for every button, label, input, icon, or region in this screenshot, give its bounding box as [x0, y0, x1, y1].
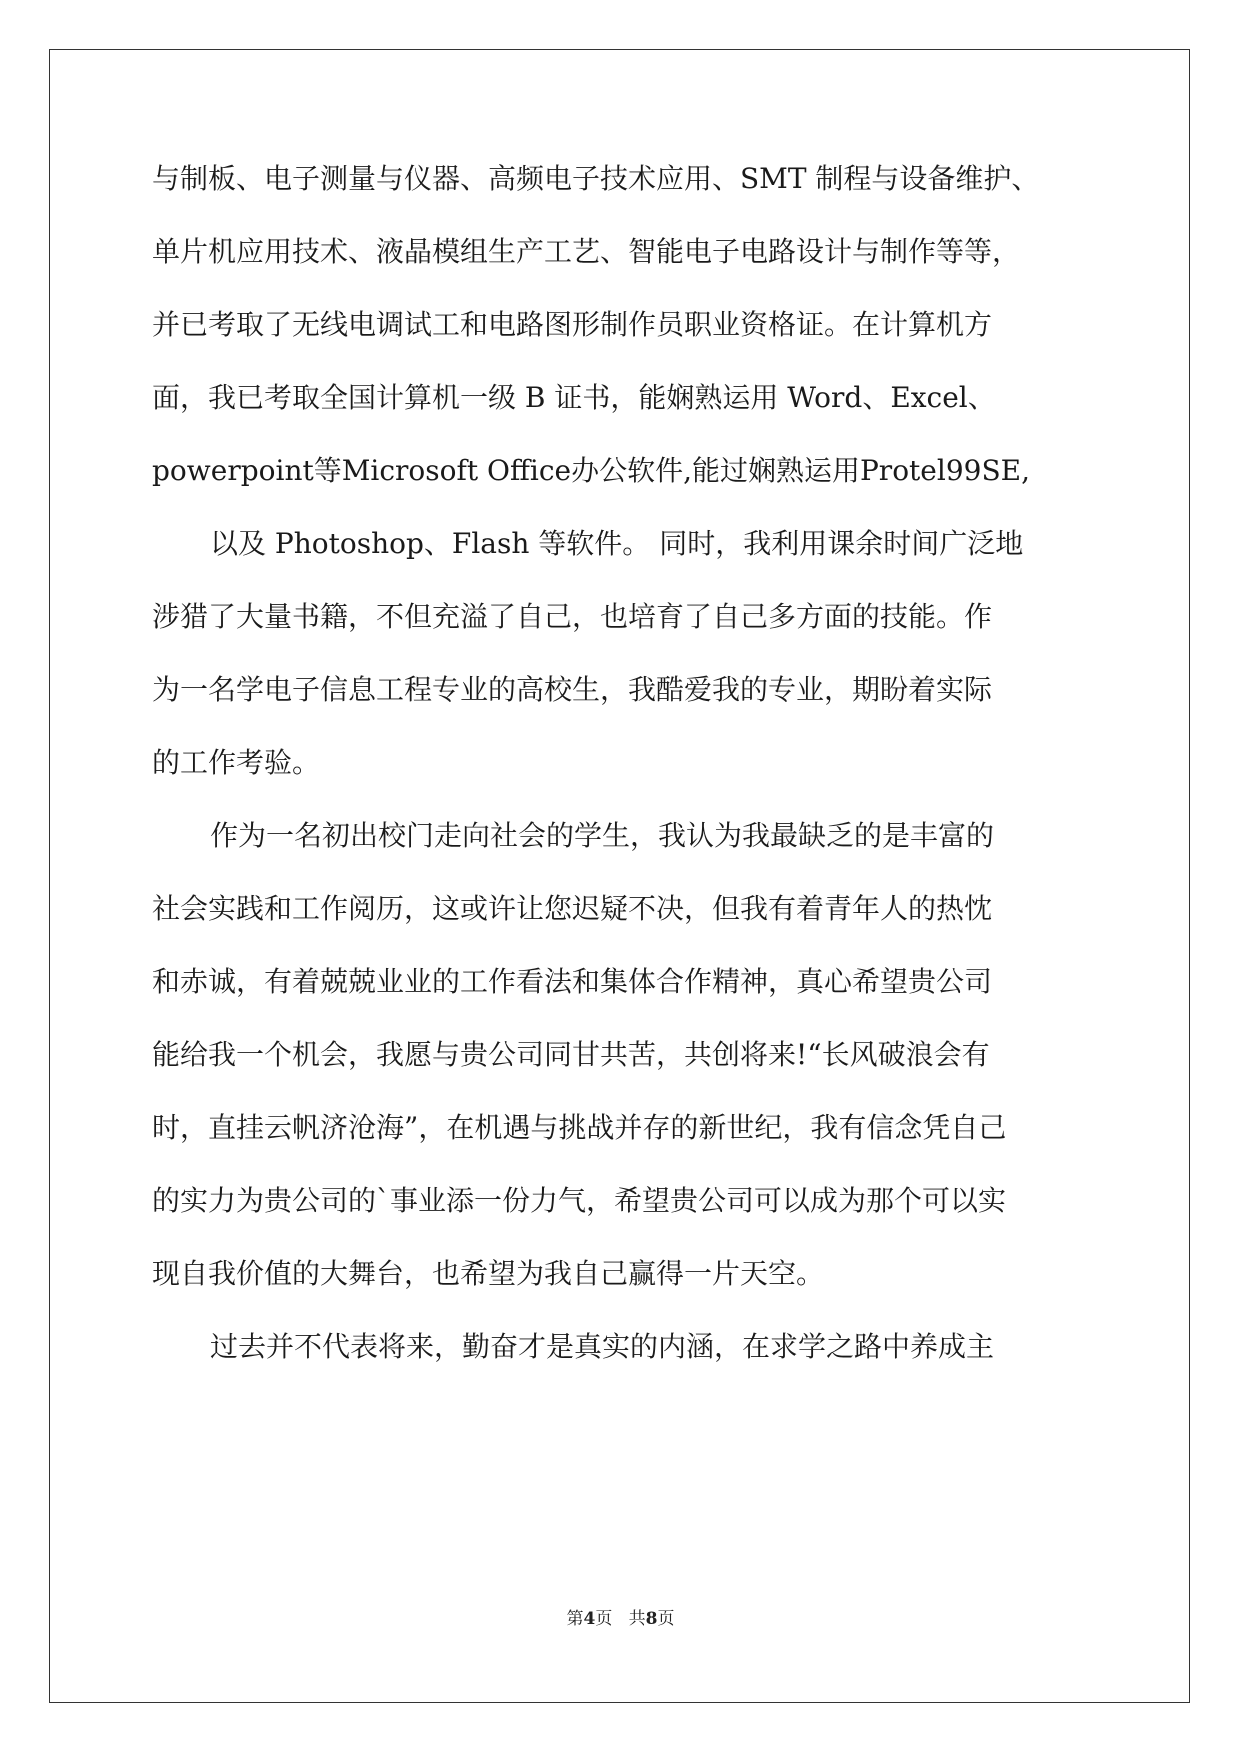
page-border: [49, 49, 1190, 1703]
text-line: 时，直挂云帆济沧海”，在机遇与挑战并存的新世纪，我有信念凭自己: [152, 1111, 1007, 1144]
page-footer: [0, 1604, 1241, 1629]
current-page-number: 4: [583, 1609, 596, 1629]
text-line: 单片机应用技术、液晶模组生产工艺、智能电子电路设计与制作等等，: [152, 235, 1021, 268]
text-line: 的实力为贵公司的`事业添一份力气，希望贵公司可以成为那个可以实: [152, 1184, 1007, 1217]
page-prefix: 第: [566, 1609, 584, 1629]
text-line: 以及 Photoshop、Flash 等软件。 同时，我利用课余时间广泛地: [210, 527, 1024, 560]
text-line: 并已考取了无线电调试工和电路图形制作员职业资格证。在计算机方: [152, 308, 993, 341]
total-pages-number: 8: [645, 1609, 658, 1629]
text-line: 能给我一个机会，我愿与贵公司同甘共苦，共创将来!“长风破浪会有: [152, 1038, 990, 1071]
text-line: 社会实践和工作阅历，这或许让您迟疑不决，但我有着青年人的热忱: [152, 892, 993, 925]
text-line: 过去并不代表将来，勤奋才是真实的内涵，在求学之路中养成主: [210, 1330, 995, 1363]
text-line: 作为一名初出校门走向社会的学生，我认为我最缺乏的是丰富的: [210, 819, 995, 852]
text-line: powerpoint等Microsoft Office办公软件,能过娴熟运用Protel99SE,: [152, 454, 1030, 487]
text-line: 现自我价值的大舞台，也希望为我自己赢得一片天空。: [152, 1257, 825, 1290]
text-line: 与制板、电子测量与仪器、高频电子技术应用、SMT 制程与设备维护、: [152, 162, 1040, 195]
text-line: 的工作考验。: [152, 746, 321, 779]
text-line: 和赤诚，有着兢兢业业的工作看法和集体合作精神，真心希望贵公司: [152, 965, 993, 998]
text-line: 为一名学电子信息工程专业的高校生，我酷爱我的专业，期盼着实际: [152, 673, 993, 706]
text-line: 涉猎了大量书籍，不但充溢了自己，也培育了自己多方面的技能。作: [152, 600, 993, 633]
text-line: 面，我已考取全国计算机一级 B 证书，能娴熟运用 Word、Excel、: [152, 381, 996, 414]
total-prefix: 共: [628, 1609, 646, 1629]
total-suffix: 页: [657, 1609, 675, 1629]
page-suffix: 页: [595, 1609, 613, 1629]
